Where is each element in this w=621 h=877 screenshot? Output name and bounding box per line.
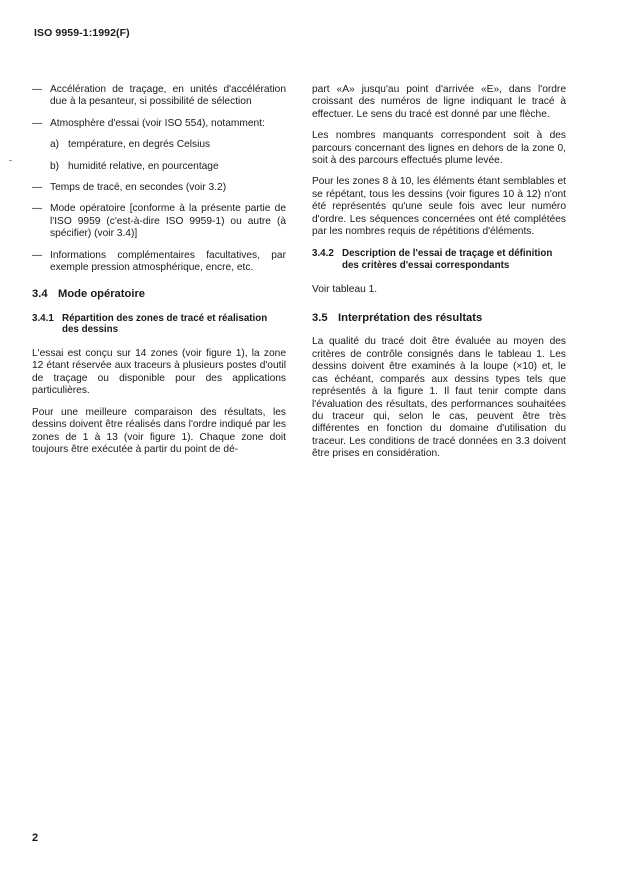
section-heading-3-4 (32, 288, 286, 300)
section-number: 3.4.1 (32, 312, 54, 324)
list-item-text: Temps de tracé, en secondes (voir 3.2) (50, 182, 227, 194)
dash-marker: — (32, 182, 43, 194)
paragraph: Les nombres manquants correspondent soit à des parcours concernant des lignes en dehors de la zone 0, soit à des parcours effectués plume levée. (312, 130, 566, 167)
section-title: Répartition des zones de tracé et réalisation des dessins (62, 312, 268, 336)
sub-list-label: b) (50, 160, 60, 172)
page-number: 2 (32, 832, 39, 844)
sub-list-label: a) (50, 139, 60, 151)
section-title: Mode opératoire (58, 288, 146, 301)
list-item-text: Informations complémentaires facultatives, par exemple pression atmosphérique, encre, etc. (50, 249, 286, 274)
left-column (32, 84, 286, 465)
section-title: Interprétation des résultats (338, 312, 483, 325)
paragraph: L'essai est conçu sur 14 zones (voir figure 1), la zone 12 étant réservée aux traceurs à plusieurs postes d'outil de traçage ou disponible pour des applications particulières. (32, 348, 286, 397)
list-item (32, 203, 286, 240)
sub-list-text: température, en degrés Celsius (68, 139, 211, 151)
dash-marker: — (32, 117, 43, 129)
section-title: Description de l'essai de traçage et définition des critères d'essai correspondants (342, 248, 553, 272)
section-number: 3.4 (32, 288, 48, 301)
paragraph: Pour une meilleure comparaison des résultats, les dessins doivent être réalisés dans l'ordre indiqué par les zones de 1 à 13 (voir figure 1). Chaque zone doit toujours être exécutée à partir du point de dé- (32, 406, 286, 455)
paragraph: Pour les zones 8 à 10, les éléments étant semblables et se répétant, tous les dessins (voir figures 10 à 12) n'ont été représentés qu'une seule fois avec leur numéro d'ordre. Les séquences concernées ont été complétées par les nombres requis de répétitions d'éléments. (312, 176, 566, 238)
list-item-text: Mode opératoire [conforme à la présente partie de l'ISO 9959 (c'est-à-dire ISO 9959-1) ou autre (à spécifier) (voir 3.4)] (50, 203, 286, 240)
list-item (32, 182, 286, 194)
right-column (312, 84, 566, 470)
margin-mark (9, 160, 12, 161)
list-item (32, 118, 286, 130)
section-heading-3-5 (312, 312, 566, 324)
dash-marker: — (32, 84, 43, 95)
dash-marker: — (32, 203, 43, 215)
list-item-text: Atmosphère d'essai (voir ISO 554), notamment: (50, 117, 265, 129)
list-item (32, 84, 286, 109)
sub-list-text: humidité relative, en pourcentage (68, 160, 219, 172)
sub-list-item (50, 139, 286, 151)
paragraph: Voir tableau 1. (312, 283, 378, 295)
section-number: 3.4.2 (312, 248, 334, 260)
document-header: ISO 9959-1:1992(F) (34, 27, 130, 39)
paragraph: part «A» jusqu'au point d'arrivée «E», dans l'ordre croissant des numéros de ligne indiquant le tracé à effectuer. Le sens du tracé est donné par une flèche. (312, 84, 566, 120)
subsection-heading-3-4-1 (32, 313, 286, 336)
section-number: 3.5 (312, 312, 328, 325)
list-item (32, 250, 286, 275)
dash-marker: — (32, 249, 43, 261)
list-item-text: Accélération de traçage, en unités d'accélération due à la pesanteur, si possibilité de sélection (50, 84, 286, 108)
subsection-heading-3-4-2 (312, 248, 566, 271)
sub-list-item (50, 161, 286, 173)
paragraph: La qualité du tracé doit être évaluée au moyen des critères de contrôle consignés dans le tableau 1. Les dessins doivent être examinés à la loupe (×10) et, le cas échéant, comparés aux dessins types tels que représentés à la figure 1. Il faut tenir compte dans l'évaluation des résultats, des performances souhaitées du traceur qui, selon le cas, peuvent être très différentes en fonction du domaine d'utilisation du traceur. Les conditions de tracé données en 3.3 doivent être prises en considération. (312, 336, 566, 460)
